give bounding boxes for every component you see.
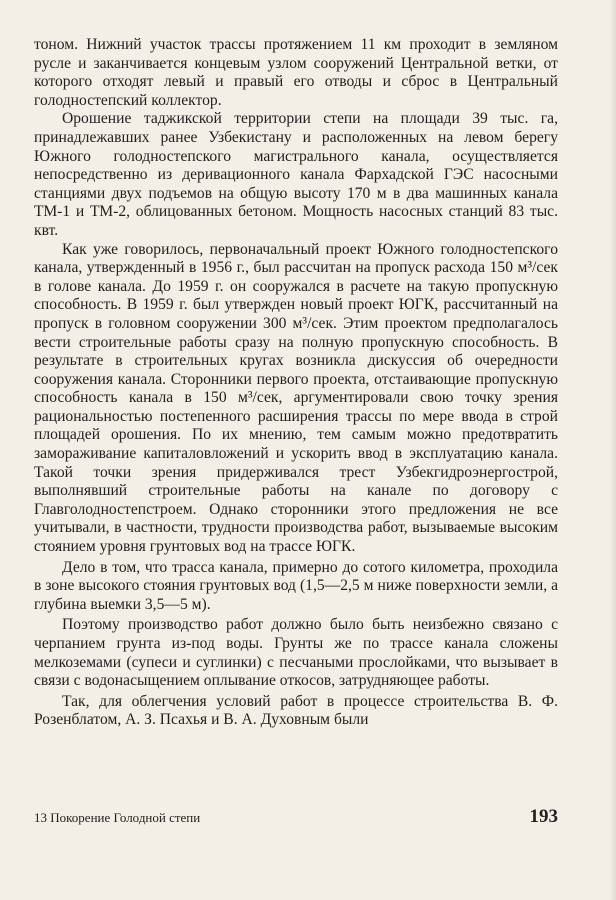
paragraph-4: Дело в том, что трасса канала, примерно до сотого километра, проходила в зоне высокого стояния грунтовых вод (1,5—2,5 м ниже поверхности земли, а глубина выемки 3,5—5 м). [34, 558, 558, 613]
page-body [34, 36, 558, 730]
paragraph-3: Как уже говорилось, первоначальный проект Южного голодностепского канала, утвержденный в 1956 г., был рассчитан на пропуск расхода 150 м³/сек в голове канала. До 1959 г. он сооружался в расчете на такую пропускную способность. В 1959 г. был утвержден новый проект ЮГК, рассчитанный на пропуск в головном сооружении 300 м³/сек. Этим проектом предполагалось вести строительные работы сразу на полную пропускную способность. В результате в строительных кругах возникла дискуссия об очередности сооружения канала. Сторонники первого проекта, отстаивающие пропускную способность канала в 150 м³/сек, аргументировали свою точку зрения рациональностью постепенного расширения трассы по мере ввода в строй площадей орошения. По их мнению, тем самым можно предотвратить замораживание капиталовложений и ускорить ввод в эксплуатацию канала. Такой точки зрения придерживался трест Узбекгидроэнергострой, выполнявший строительные работы на канале по договору с Главголодностепстроем. Однако сторонники этого предложения не все учитывали, в частности, трудности производства работ, вызываемые высоким стоянием уровня грунтовых вод на трассе ЮГК. [34, 240, 558, 556]
page-footer [34, 806, 558, 830]
signature-mark: 13 Покорение Голодной степи [34, 810, 201, 825]
page-number: 193 [529, 806, 558, 827]
paragraph-5: Поэтому производство работ должно было быть неизбежно связано с черпанием грунта из-под воды. Грунты же по трассе канала сложены мелкоземами (супеси и суглинки) с песчаными прослойками, что вызывает в связи с водонасыщением оплывание откосов, затрудняющее работы. [34, 616, 558, 690]
page-edge-shadow [610, 0, 616, 900]
paragraph-1: тоном. Нижний участок трассы протяжением 11 км проходит в земляном русле и заканчивается концевым узлом сооружений Центральной ветки, от которого отходят левый и правый его отводы и сброс в Центральный голодностепский коллектор. [34, 36, 558, 109]
paragraph-6: Так, для облегчения условий работ в процессе строительства В. Ф. Розенблатом, А. З. Псахья и В. А. Духовным были [34, 692, 558, 729]
paragraph-2: Орошение таджикской территории степи на площади 39 тыс. га, принадлежавших ранее Узбекистану и расположенных на левом берегу Южного голодностепского магистрального канала, осуществляется непосредственно из деривационного канала Фархадской ГЭС насосными станциями двух подъемов на общую высоту 170 м в два машинных канала ТМ-1 и ТМ-2, облицованных бетоном. Мощность насосных станций 83 тыс. квт. [34, 110, 558, 239]
